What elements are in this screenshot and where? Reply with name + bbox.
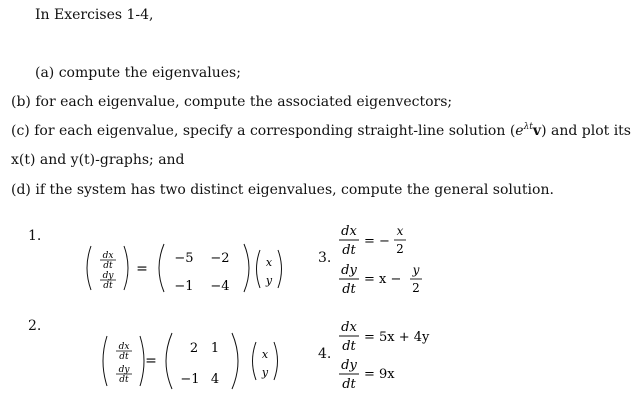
ex3-eq2-num: dy [341,263,357,278]
ex1-equation [80,240,290,300]
ex4-eq1-num: dx [341,320,357,335]
ex1-lhs-left-paren [87,246,91,290]
vector-v: v [532,123,542,139]
ex2-matrix-left-paren [166,333,172,389]
ex2-vec-top: x [261,348,269,361]
ex1-svg [80,240,290,296]
ex1-matrix-left-paren [159,244,164,292]
ex1-vec-top: x [265,256,273,269]
ex2-equation [96,330,286,396]
ex3-eq1-rhs-den: 2 [396,242,404,256]
ex4-eq2-num: dy [341,358,357,373]
item-c-before: (c) for each eigenvalue, specify a corresponding straight-line solution ( [11,123,516,139]
ex3-eq1-rhs-num: x [396,224,404,238]
ex3-eq2-rhs-den: 2 [412,281,420,295]
ex1-vec-right-paren [278,250,282,288]
ex2-lhs-bot-den: dt [119,375,129,385]
ex1-lhs-right-paren [124,246,128,290]
ex2-lhs-left-paren [103,336,107,386]
ex2-a22: 4 [210,372,220,387]
ex4-eq1-den: dt [342,339,356,354]
item-c-line2: x(t) and y(t)-graphs; and [11,152,185,168]
ex3-eq1-num: dx [341,224,357,239]
ex1-lhs-bot-num: dy [102,271,114,281]
ex2-vec-right-paren [274,342,278,380]
ex4-number: 4. [318,346,332,362]
ex3-number: 3. [318,250,332,266]
ex1-lhs-top-den: dt [103,261,113,271]
ex2-number: 2. [28,318,42,334]
ex3-svg [335,220,455,300]
ex1-equals: = [136,261,148,277]
ex2-vec-left-paren [253,342,257,380]
item-c [11,122,631,142]
ex2-lhs-top-num: dx [118,342,130,352]
ex1-number: 1. [28,228,42,244]
item-c-after: ) and plot its [541,123,631,139]
ex3-eq2-rhs-prefix: = x − [364,272,402,287]
exp-sup: λt [523,122,533,132]
ex1-a22: −4 [210,279,230,294]
ex2-matrix-right-paren [232,333,238,389]
ex2-svg [96,330,286,392]
ex4-svg [335,315,475,399]
ex3-eq2-den: dt [342,282,356,297]
ex3-eq1-den: dt [342,243,356,258]
ex1-lhs-bot-den: dt [103,281,113,291]
ex2-lhs-right-paren [140,336,144,386]
ex2-lhs-bot-num: dy [118,365,130,375]
ex4-eq2-rhs: = 9x [364,367,395,382]
ex4-equations [335,315,475,403]
ex2-a21: −1 [180,372,200,387]
exp-base: e [515,123,524,139]
ex1-vec-bot: y [265,274,273,287]
item-a: (a) compute the eigenvalues; [35,65,241,81]
ex3-equations [335,220,455,304]
ex1-lhs-top-num: dx [102,251,114,261]
ex1-a21: −1 [174,279,194,294]
ex2-a12: 1 [210,341,220,356]
ex1-a12: −2 [210,251,230,266]
ex3-eq2-rhs-num: y [412,263,420,277]
ex1-a11: −5 [174,251,194,266]
ex2-a11: 2 [189,341,199,356]
item-d: (d) if the system has two distinct eigenvalues, compute the general solution. [11,182,554,198]
ex1-vec-left-paren [257,250,261,288]
ex2-equals: = [145,353,157,369]
intro-text: In Exercises 1-4, [35,7,154,23]
item-b: (b) for each eigenvalue, compute the associated eigenvectors; [11,94,453,110]
ex2-vec-bot: y [261,366,269,379]
ex4-eq1-rhs: = 5x + 4y [364,330,430,345]
ex4-eq2-den: dt [342,377,356,392]
ex2-lhs-top-den: dt [119,352,129,362]
ex3-eq1-rhs-prefix: = − [364,234,390,249]
ex1-matrix-right-paren [244,244,249,292]
